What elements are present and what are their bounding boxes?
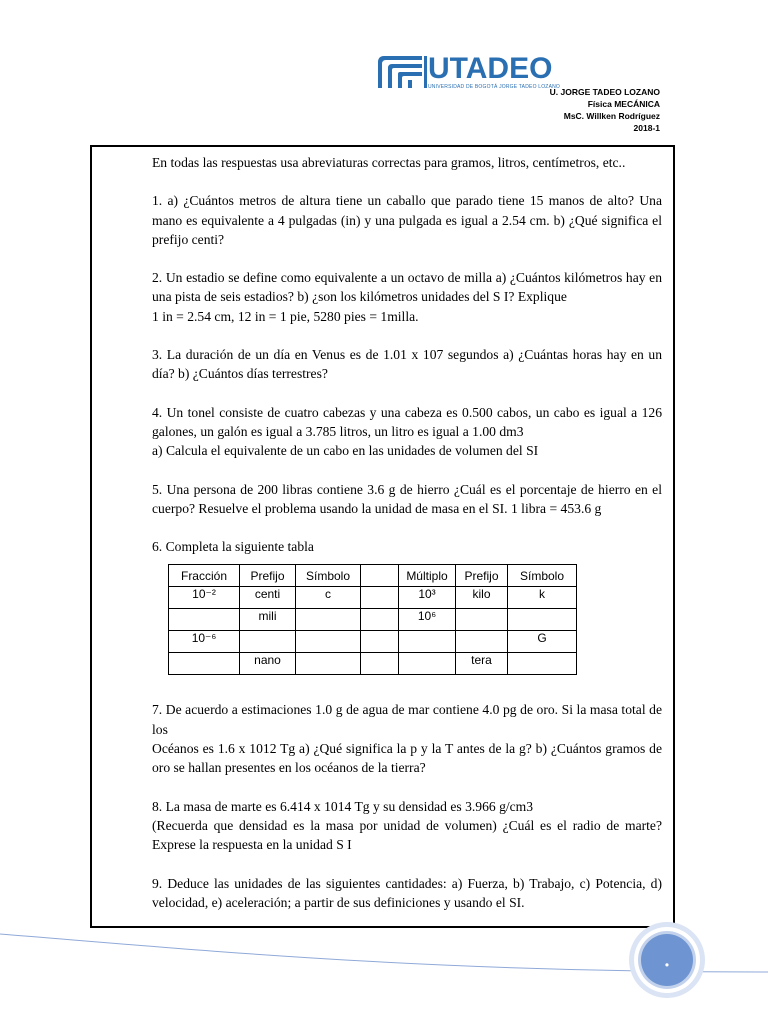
table-cell [508,609,577,631]
table-header: Fracción [169,565,240,587]
table-cell: 10⁶ [399,609,456,631]
table-cell: nano [240,653,296,675]
table-header: Prefijo [240,565,296,587]
table-cell: 10³ [399,587,456,609]
table-row [169,631,577,653]
header-line: Física MECÁNICA [587,99,660,109]
table-header: Múltiplo [399,565,456,587]
table-cell [296,609,361,631]
table-cell [296,653,361,675]
table-cell [169,653,240,675]
table-cell: G [508,631,577,653]
table-cell [456,609,508,631]
table-cell [361,631,399,653]
table-header: Prefijo [456,565,508,587]
table-cell: 10⁻² [169,587,240,609]
worksheet-body [152,153,662,912]
table-cell: kilo [456,587,508,609]
question-7: 7. De acuerdo a estimaciones 1.0 g de agua de mar contiene 4.0 pg de oro. Si la masa total de los [152,702,662,737]
table-header: Símbolo [508,565,577,587]
question-5: 5. Una persona de 200 libras contiene 3.6 g de hierro ¿Cuál es el porcentaje de hierro en el cuerpo? Resuelve el problema usando la unidad de masa en el SI. 1 libra = 453.6 g [152,481,662,516]
question-2: 2. Un estadio se define como equivalente a un octavo de milla a) ¿Cuántos kilómetros hay en una pista de seis estadios? b) ¿son los kilómetros unidades del S I? Explique [152,270,662,305]
question-8-continued: (Recuerda que densidad es la masa por unidad de volumen) ¿Cuál es el radio de marte? Exprese la respuesta en la unidad S I [152,817,662,853]
page-marker: • [664,958,670,972]
header-line: U. JORGE TADEO LOZANO [549,87,660,97]
table-header-row [169,565,577,587]
header-line: MsC. Willken Rodríguez [563,111,660,121]
question-8: 8. La masa de marte es 6.414 x 1014 Tg y su densidad es 3.966 g/cm3 [152,798,534,814]
table-cell: k [508,587,577,609]
table-cell: tera [456,653,508,675]
question-6: 6. Completa la siguiente tabla [152,539,314,555]
logo-wordmark: UTADEO [428,52,553,85]
table-cell [296,631,361,653]
footer-decoration [0,920,768,1024]
table-header [361,565,399,587]
prefix-table [168,564,577,675]
table-row [169,587,577,609]
table-cell: mili [240,609,296,631]
table-cell [456,631,508,653]
table-row [169,653,577,675]
table-cell [508,653,577,675]
table-cell [361,653,399,675]
table-row [169,609,577,631]
table-cell [361,587,399,609]
table-cell [361,609,399,631]
table-cell [169,609,240,631]
question-4-part-a: a) Calcula el equivalente de un cabo en las unidades de volumen del SI [152,443,539,459]
header-info [550,86,660,134]
header-line: 2018-1 [633,123,660,133]
question-7-continued: Océanos es 1.6 x 1012 Tg a) ¿Qué significa la p y la T antes de la g? b) ¿Cuántos gramos de oro se hallan presentes en los océanos de la tierra? [152,741,662,776]
question-4: 4. Un tonel consiste de cuatro cabezas y una cabeza es 0.500 cabos, un cabo es igual a 126 galones, un galón es igual a 3.785 litros, un litro es igual a 1.00 dm3 [152,404,662,439]
question-1: 1. a) ¿Cuántos metros de altura tiene un caballo que parado tiene 15 manos de alto? Una mano es equivalente a 4 pulgadas (in) y una pulgada es igual a 2.54 cm. b) ¿Qué significa el prefijo centi? [152,193,662,247]
table-cell [399,653,456,675]
table-cell [399,631,456,653]
table-cell [240,631,296,653]
question-3: 3. La duración de un día en Venus es de 1.01 x 107 segundos a) ¿Cuántas horas hay en un día? b) ¿Cuántos días terrestres? [152,347,662,382]
table-cell: centi [240,587,296,609]
table-cell: c [296,587,361,609]
intro-text: En todas las respuestas usa abreviaturas correctas para gramos, litros, centímetros, etc.. [152,155,626,170]
logo-subtitle: UNIVERSIDAD DE BOGOTÁ JORGE TADEO LOZANO [428,84,561,90]
table-header: Símbolo [296,565,361,587]
question-9: 9. Deduce las unidades de las siguientes cantidades: a) Fuerza, b) Trabajo, c) Potencia, d) velocidad, e) aceleración; a partir de sus definiciones y usando el SI. [152,875,662,910]
question-2-data: 1 in = 2.54 cm, 12 in = 1 pie, 5280 pies = 1milla. [152,308,419,324]
table-cell: 10⁻⁶ [169,631,240,653]
